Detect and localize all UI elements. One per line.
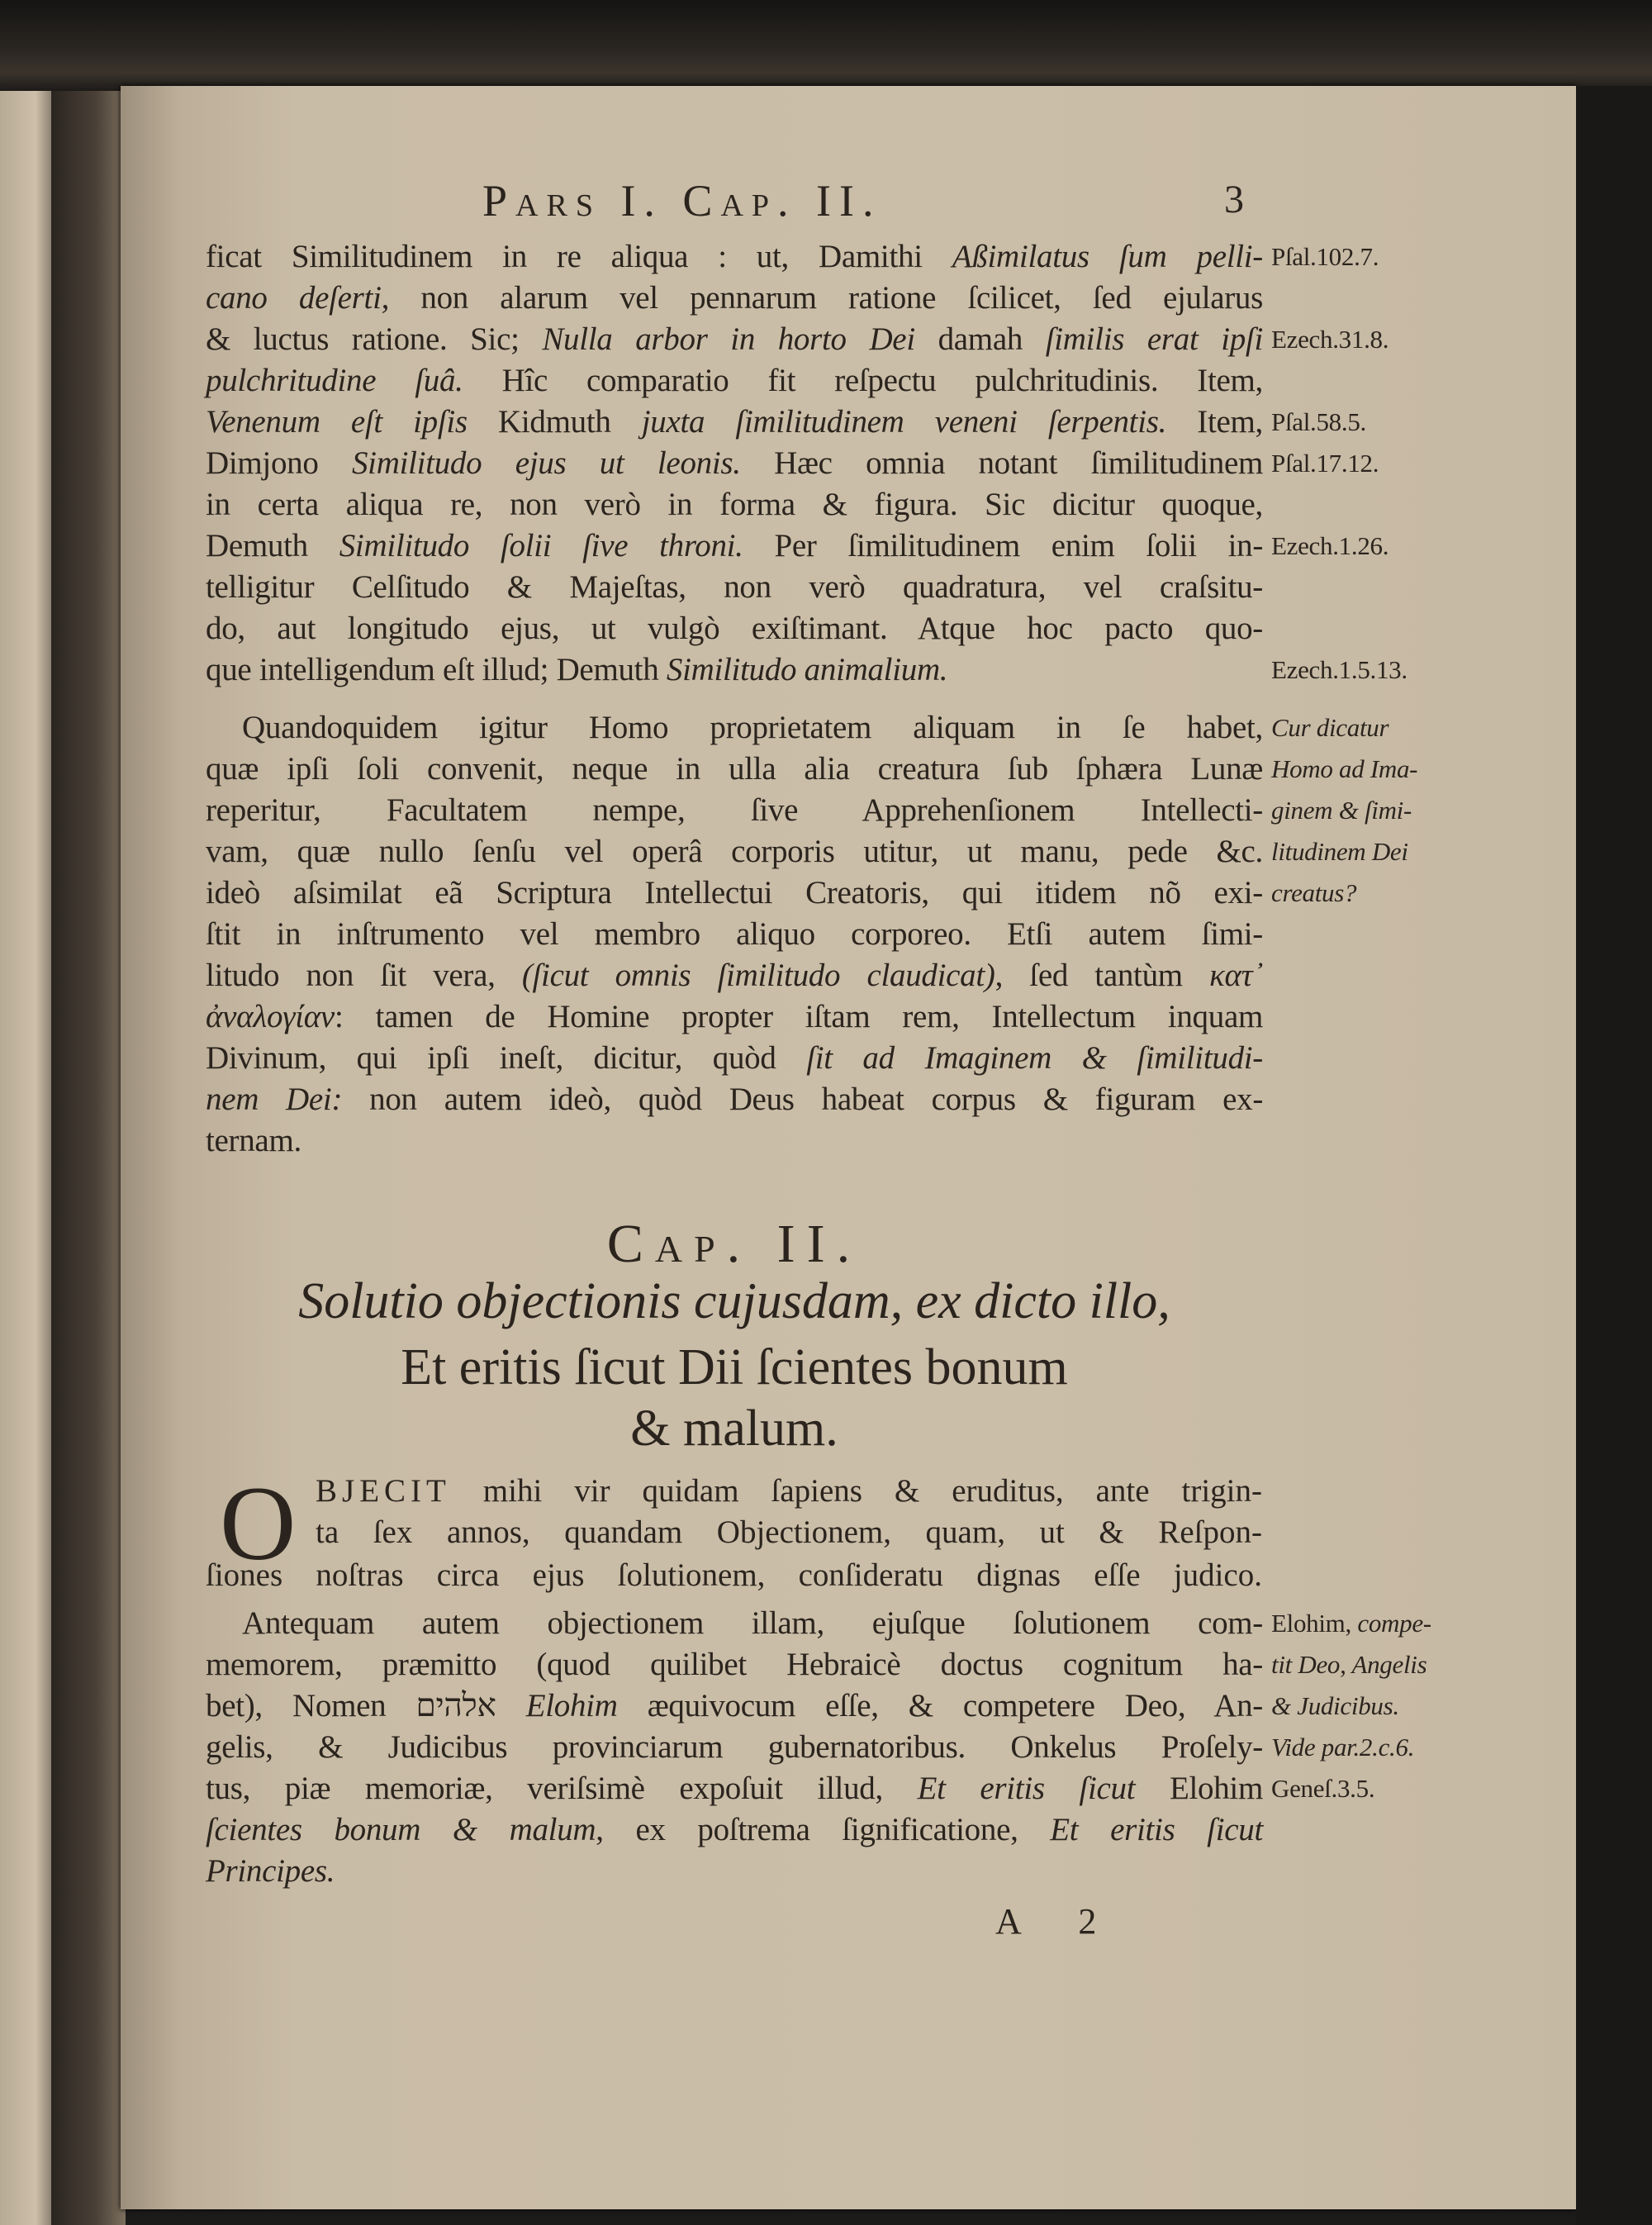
text-segment: , ſed tantùm xyxy=(995,958,1210,993)
italic-text-segment: pulchritudine ſuâ. xyxy=(206,363,463,398)
text-row xyxy=(206,236,1494,278)
text-segment: Divinum, qui ipſi ineſt, dicitur, quòd xyxy=(206,1040,807,1076)
text-segment: mihi vir quidam ſapiens & eruditus, ante trigin- xyxy=(450,1473,1262,1509)
text-line xyxy=(206,1851,1263,1892)
text-row xyxy=(206,1809,1494,1851)
margin-note-segment: Geneſ.3.5. xyxy=(1271,1774,1375,1803)
text-line xyxy=(206,360,1263,402)
margin-note xyxy=(1271,874,1356,912)
text-segment: Hîc comparatio fit reſpectu pulchritudinis. Item, xyxy=(463,363,1263,398)
text-line xyxy=(206,831,1263,872)
text-row xyxy=(206,1851,1494,1892)
background-right xyxy=(1576,86,1652,2225)
text-row xyxy=(206,525,1494,567)
paragraph-similitude xyxy=(206,236,1494,691)
text-row xyxy=(206,360,1494,402)
first-word: BJECIT xyxy=(316,1473,451,1509)
margin-note xyxy=(1271,1770,1374,1808)
text-segment: Antequam autem objectionem illam, ejuſque ſolutionem com- xyxy=(242,1605,1263,1641)
margin-note-segment: Ezech.1.26. xyxy=(1271,531,1389,560)
text-segment: quæ ipſi ſoli convenit, neque in ulla alia creatura ſub ſphæra Lunæ xyxy=(206,751,1263,787)
text-segment: Item, xyxy=(1166,404,1263,440)
text-line xyxy=(206,1120,1263,1162)
italic-text-segment: Elohim xyxy=(525,1688,618,1723)
margin-note-segment: & Judicibus. xyxy=(1271,1691,1399,1720)
text-row xyxy=(206,278,1494,319)
book-gutter xyxy=(51,91,126,2225)
italic-text-segment: cano deſerti, xyxy=(206,280,390,316)
margin-note xyxy=(1271,833,1408,871)
text-segment: & luctus ratione. Sic; xyxy=(206,321,543,357)
margin-note xyxy=(1271,321,1389,359)
text-row xyxy=(206,1644,1494,1685)
text-segment: telligitur Celſitudo & Majeſtas, non verò quadratura, vel craſsitu- xyxy=(206,569,1263,605)
text-line xyxy=(206,319,1263,360)
margin-note xyxy=(1271,1728,1414,1766)
text-segment: : tamen de Homine propter iſtam rem, Intellectum inquam xyxy=(334,999,1263,1034)
italic-text-segment: Venenum eſt ipſis xyxy=(206,404,468,440)
margin-note-segment: Pſal.102.7. xyxy=(1271,242,1379,271)
text-line xyxy=(206,1809,1263,1851)
text-row xyxy=(206,1603,1494,1644)
text-line xyxy=(206,1644,1263,1685)
text-row xyxy=(206,707,1494,749)
text-row xyxy=(206,649,1494,691)
text-segment: non alarum vel pennarum ratione ſcilicet, ſed ejularus xyxy=(389,280,1264,316)
text-row xyxy=(206,1038,1494,1079)
text-line xyxy=(206,872,1263,914)
italic-text-segment: κατ᾽ xyxy=(1209,958,1264,993)
text-line xyxy=(206,996,1263,1038)
text-segment: do, aut longitudo ejus, ut vulgò exiſtimant. Atque hoc pacto quo- xyxy=(206,611,1263,646)
margin-note xyxy=(1271,1605,1431,1643)
text-line xyxy=(206,1038,1263,1079)
margin-note-segment: Pſal.17.12. xyxy=(1271,449,1379,478)
margin-note xyxy=(1271,445,1379,483)
text-segment: litudo non ſit vera, xyxy=(206,958,522,993)
running-head: Pars I. Cap. II. xyxy=(482,176,882,226)
chapter-label: Cap. II. xyxy=(606,1214,862,1274)
text-segment xyxy=(496,1688,526,1723)
margin-note-segment: Ezech.1.5.13. xyxy=(1271,655,1408,684)
margin-note-segment: Homo ad Ima- xyxy=(1271,754,1418,783)
text-row xyxy=(206,608,1494,649)
text-line xyxy=(206,707,1263,749)
italic-text-segment: nem Dei: xyxy=(206,1082,343,1117)
italic-text-segment: Nulla arbor in horto Dei xyxy=(542,321,915,357)
text-segment: Per ſimilitudinem enim ſolii in- xyxy=(743,528,1264,563)
italic-text-segment: ſcientes bonum & malum xyxy=(206,1812,596,1847)
left-page-edge xyxy=(0,91,51,2225)
text-row xyxy=(206,914,1494,955)
text-row xyxy=(206,567,1494,608)
text-segment: memorem, præmitto (quod quilibet Hebraicè doctus cognitum ha- xyxy=(206,1647,1263,1682)
text-segment: אלהים xyxy=(415,1688,496,1723)
text-row xyxy=(206,749,1494,790)
text-row xyxy=(206,1120,1494,1162)
text-line xyxy=(316,1471,1262,1512)
text-line xyxy=(206,1603,1263,1644)
book-top-edge xyxy=(0,0,1652,91)
chapter-title-line-3: & malum. xyxy=(630,1400,838,1457)
italic-text-segment: ſimilis erat ipſi xyxy=(1045,321,1263,357)
text-line xyxy=(206,749,1263,790)
page-number: 3 xyxy=(1224,178,1244,221)
margin-note-segment: tit Deo, Angelis xyxy=(1271,1650,1427,1679)
text-row xyxy=(206,319,1494,360)
text-line xyxy=(206,525,1263,567)
text-segment: vam, quæ nullo ſenſu vel operâ corporis utitur, ut manu, pede &c. xyxy=(206,834,1263,869)
text-line xyxy=(206,790,1263,831)
margin-note-segment: Vide par.2.c.6. xyxy=(1271,1733,1415,1761)
margin-note-segment: Pſal.58.5. xyxy=(1271,407,1366,436)
text-line xyxy=(206,649,1263,691)
text-segment: Elohim xyxy=(1135,1771,1263,1806)
italic-text-segment: Similitudo animalium. xyxy=(666,652,948,687)
text-row xyxy=(206,1079,1494,1120)
text-line xyxy=(206,278,1263,319)
text-line xyxy=(206,955,1263,996)
text-segment: non autem ideò, quòd Deus habeat corpus & figuram ex- xyxy=(342,1082,1264,1117)
text-line xyxy=(206,567,1263,608)
text-row xyxy=(206,443,1494,484)
text-segment: ficat Similitudinem in re aliqua : ut, Damithi xyxy=(206,239,952,274)
text-row xyxy=(206,1727,1494,1768)
margin-note-segment: compe- xyxy=(1351,1609,1431,1638)
text-row xyxy=(206,1685,1494,1727)
text-line xyxy=(206,608,1263,649)
italic-text-segment: (ſicut omnis ſimilitudo claudicat) xyxy=(521,958,995,993)
text-row xyxy=(206,790,1494,831)
margin-note xyxy=(1271,709,1389,747)
text-segment: damah xyxy=(914,321,1046,357)
text-segment: æquivocum eſſe, & competere Deo, An- xyxy=(617,1688,1263,1723)
italic-text-segment: ſit ad Imaginem & ſimilitudi- xyxy=(806,1040,1263,1076)
text-row xyxy=(206,872,1494,914)
text-row xyxy=(206,402,1494,443)
text-segment: Hæc omnia notant ſimilitudinem xyxy=(740,445,1263,481)
text-segment: Dimjono xyxy=(206,445,352,481)
italic-text-segment: Et eritis ſicut xyxy=(917,1771,1136,1806)
paragraph-elohim xyxy=(206,1603,1494,1892)
text-segment: reperitur, Facultatem nempe, ſive Apprehenſionem Intellecti- xyxy=(206,792,1263,828)
margin-note xyxy=(1271,238,1379,276)
italic-text-segment: juxta ſimilitudinem veneni ſerpentis. xyxy=(641,404,1167,440)
text-row xyxy=(206,831,1494,872)
text-line: ta ſex annos, quandam Objectionem, quam, ut & Reſpon- xyxy=(316,1514,1262,1550)
margin-note xyxy=(1271,750,1417,788)
text-line xyxy=(206,236,1263,278)
text-row xyxy=(206,996,1494,1038)
margin-note-segment: Cur dicatur xyxy=(1271,713,1389,742)
chapter-title-line-1: Solutio objectionis cujusdam, ex dicto illo, xyxy=(298,1273,1170,1329)
text-row xyxy=(206,484,1494,525)
margin-note xyxy=(1271,527,1389,565)
text-line xyxy=(206,914,1263,955)
text-line xyxy=(206,1685,1263,1727)
margin-note xyxy=(1271,792,1412,830)
margin-note-segment: Ezech.31.8. xyxy=(1271,325,1389,354)
text-segment: ideò aſsimilat eã Scriptura Intellectui Creatoris, qui itidem nõ exi- xyxy=(206,875,1263,910)
text-line: ſiones noſtras circa ejus ſolutionem, conſideratu dignas eſſe judico. xyxy=(206,1557,1262,1593)
italic-text-segment: Similitudo ſolii ſive throni. xyxy=(339,528,743,563)
text-segment: , ex poſtrema ſignificatione, xyxy=(596,1812,1051,1847)
margin-note-segment: litudinem Dei xyxy=(1271,837,1408,866)
text-segment: in certa aliqua re, non verò in forma & figura. Sic dicitur quoque, xyxy=(206,487,1263,522)
margin-note-segment: creatus? xyxy=(1271,878,1357,907)
signature-mark: A 2 xyxy=(995,1901,1122,1942)
text-segment: Demuth xyxy=(206,528,339,563)
text-segment: que intelligendum eſt illud; Demuth xyxy=(206,652,667,687)
margin-note xyxy=(1271,1687,1399,1725)
text-segment: bet), Nomen xyxy=(206,1688,416,1723)
text-line xyxy=(206,484,1263,525)
italic-text-segment: ἀναλογίαν xyxy=(206,999,335,1034)
margin-note xyxy=(1271,651,1408,689)
text-segment: gelis, & Judicibus provinciarum gubernatoribus. Onkelus Proſely- xyxy=(206,1729,1263,1765)
italic-text-segment: Aßimilatus ſum pelli- xyxy=(952,239,1263,274)
margin-note-segment: Elohim, xyxy=(1271,1609,1351,1638)
chapter-title-line-2: Et eritis ſicut Dii ſcientes bonum xyxy=(401,1339,1068,1395)
text-segment: ſtit in inſtrumento vel membro aliquo corporeo. Etſi autem ſimi- xyxy=(206,916,1263,952)
text-line xyxy=(206,1768,1263,1809)
text-segment: tus, piæ memoriæ, veriſsimè expoſuit illud, xyxy=(206,1771,918,1806)
italic-text-segment: Principes. xyxy=(206,1853,335,1889)
margin-note xyxy=(1271,1646,1427,1684)
margin-note-segment: ginem & ſimi- xyxy=(1271,796,1412,825)
italic-text-segment: Similitudo ejus ut leonis. xyxy=(351,445,741,481)
text-segment: Quandoquidem igitur Homo proprietatem aliquam in ſe habet, xyxy=(242,710,1263,745)
text-segment: Kidmuth xyxy=(467,404,642,440)
text-row xyxy=(206,955,1494,996)
text-segment: ternam. xyxy=(206,1123,301,1158)
text-line xyxy=(206,1727,1263,1768)
text-line xyxy=(206,402,1263,443)
italic-text-segment: Et eritis ſicut xyxy=(1050,1812,1263,1847)
text-line xyxy=(206,443,1263,484)
drop-cap: O xyxy=(220,1465,297,1582)
paragraph-homo-intellect xyxy=(206,707,1494,1162)
margin-note xyxy=(1271,403,1366,441)
text-line xyxy=(206,1079,1263,1120)
text-row xyxy=(206,1768,1494,1809)
